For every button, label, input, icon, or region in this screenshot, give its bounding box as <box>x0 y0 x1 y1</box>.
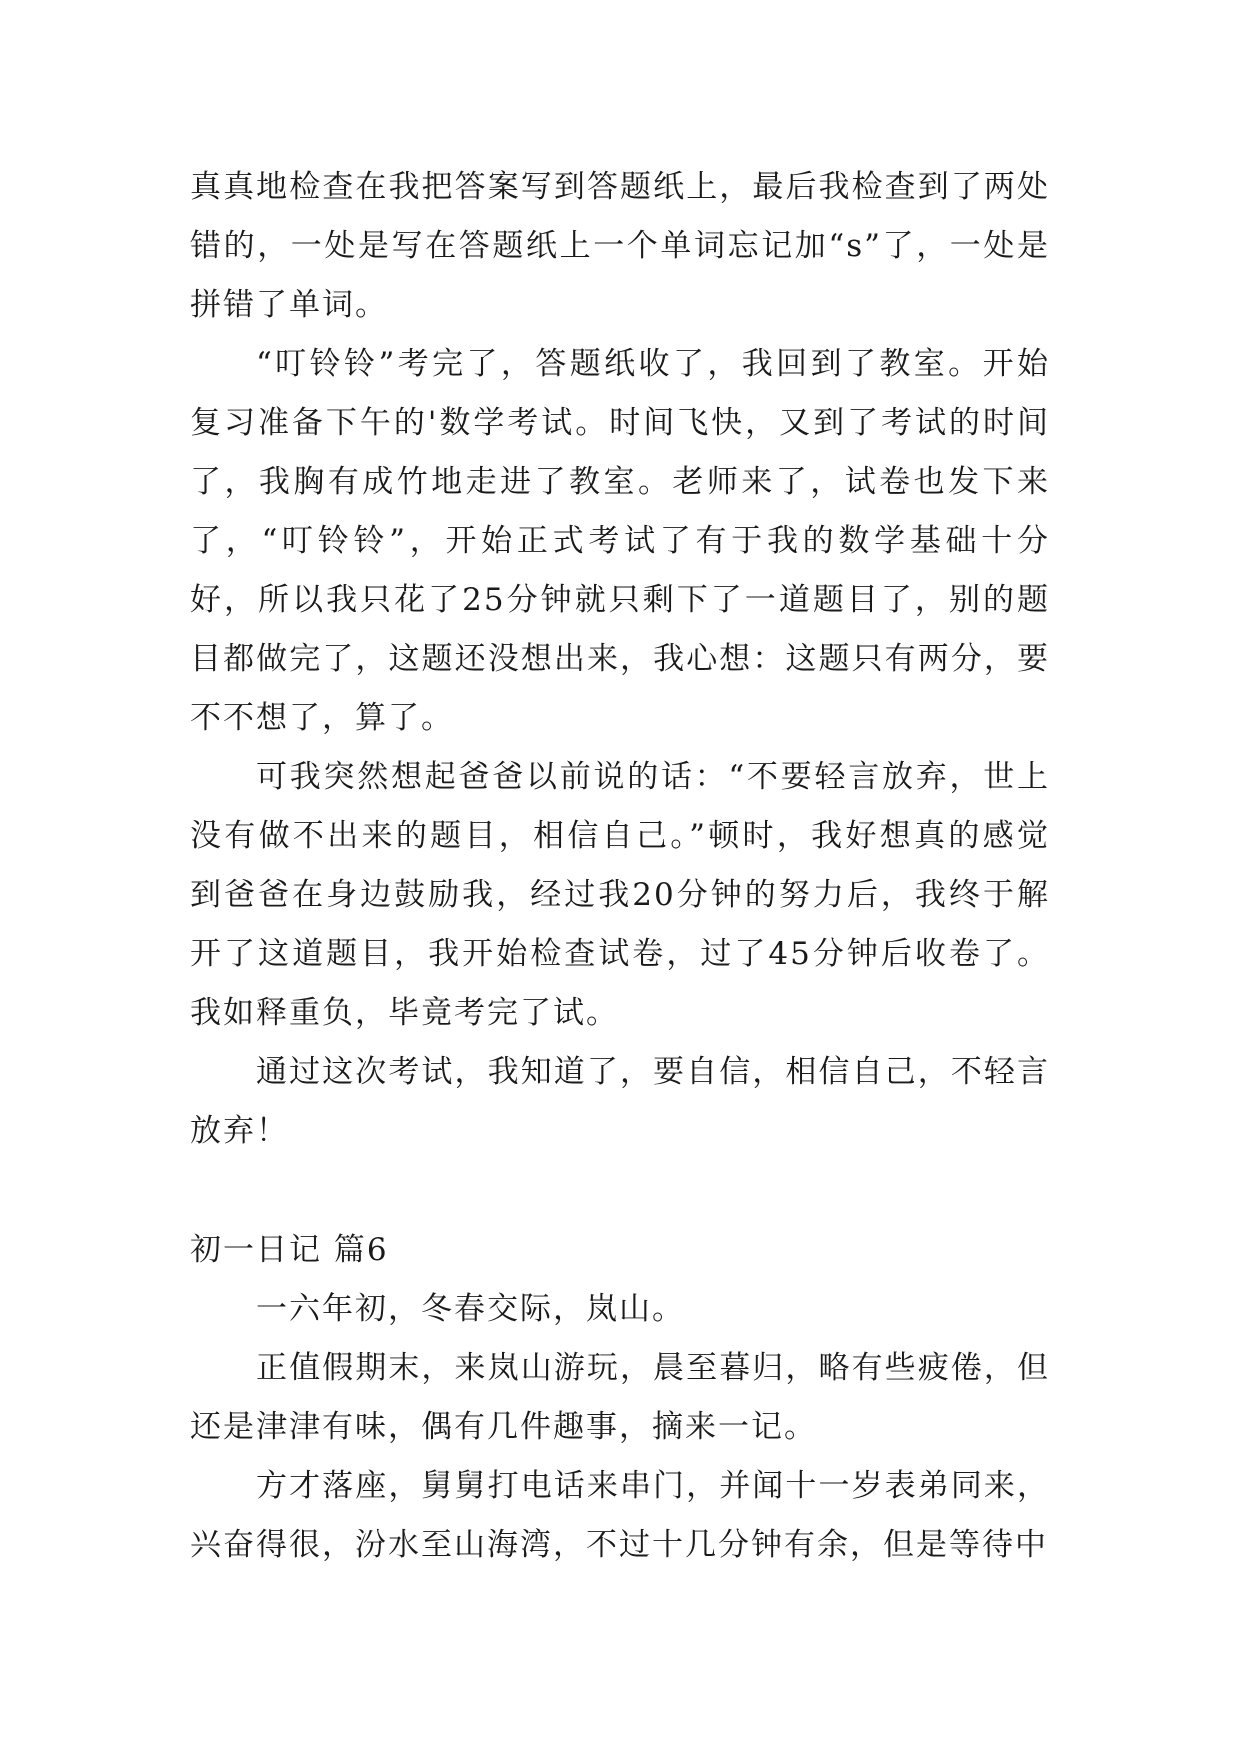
paragraph-english-exam: “叮铃铃”考完了，答题纸收了，我回到了教室。开始复习准备下午的'数学考试。时间飞快，又到了考试的时间了，我胸有成竹地走进了教室。老师来了，试卷也发下来了，“叮铃铃”，开始正式考试了有于我的数学基础十分好，所以我只花了25分钟就只剩下了一道题目了，别的题目都做完了，这题还没想出来，我心想：这题只有两分，要不不想了，算了。 <box>190 346 1050 736</box>
paragraph-uncle-visit: 方才落座，舅舅打电话来串门，并闻十一岁表弟同来，兴奋得很，汾水至山海湾，不过十几分钟有余，但是等待中 <box>190 1468 1050 1563</box>
section-title: 初一日记 篇6 <box>190 1232 389 1268</box>
paragraph-trip: 正值假期末，来岚山游玩，晨至暮归，略有些疲倦，但还是津津有味，偶有几件趣事，摘来一记。 <box>190 1350 1050 1445</box>
paragraph-intro: 一六年初，冬春交际，岚山。 <box>256 1291 685 1327</box>
paragraph-continued: 真真地检查在我把答案写到答题纸上，最后我检查到了两处错的，一处是写在答题纸上一个单词忘记加“s”了，一处是拼错了单词。 <box>190 169 1050 323</box>
document-body <box>190 158 1050 1575</box>
paragraph-conclusion: 通过这次考试，我知道了，要自信，相信自己，不轻言放弃！ <box>190 1054 1050 1149</box>
paragraph-dad-advice: 可我突然想起爸爸以前说的话：“不要轻言放弃，世上没有做不出来的题目，相信自己。”顿时，我好想真的感觉到爸爸在身边鼓励我，经过我20分钟的努力后，我终于解开了这道题目，我开始检查试卷，过了45分钟后收卷了。我如释重负，毕竟考完了试。 <box>190 759 1050 1031</box>
